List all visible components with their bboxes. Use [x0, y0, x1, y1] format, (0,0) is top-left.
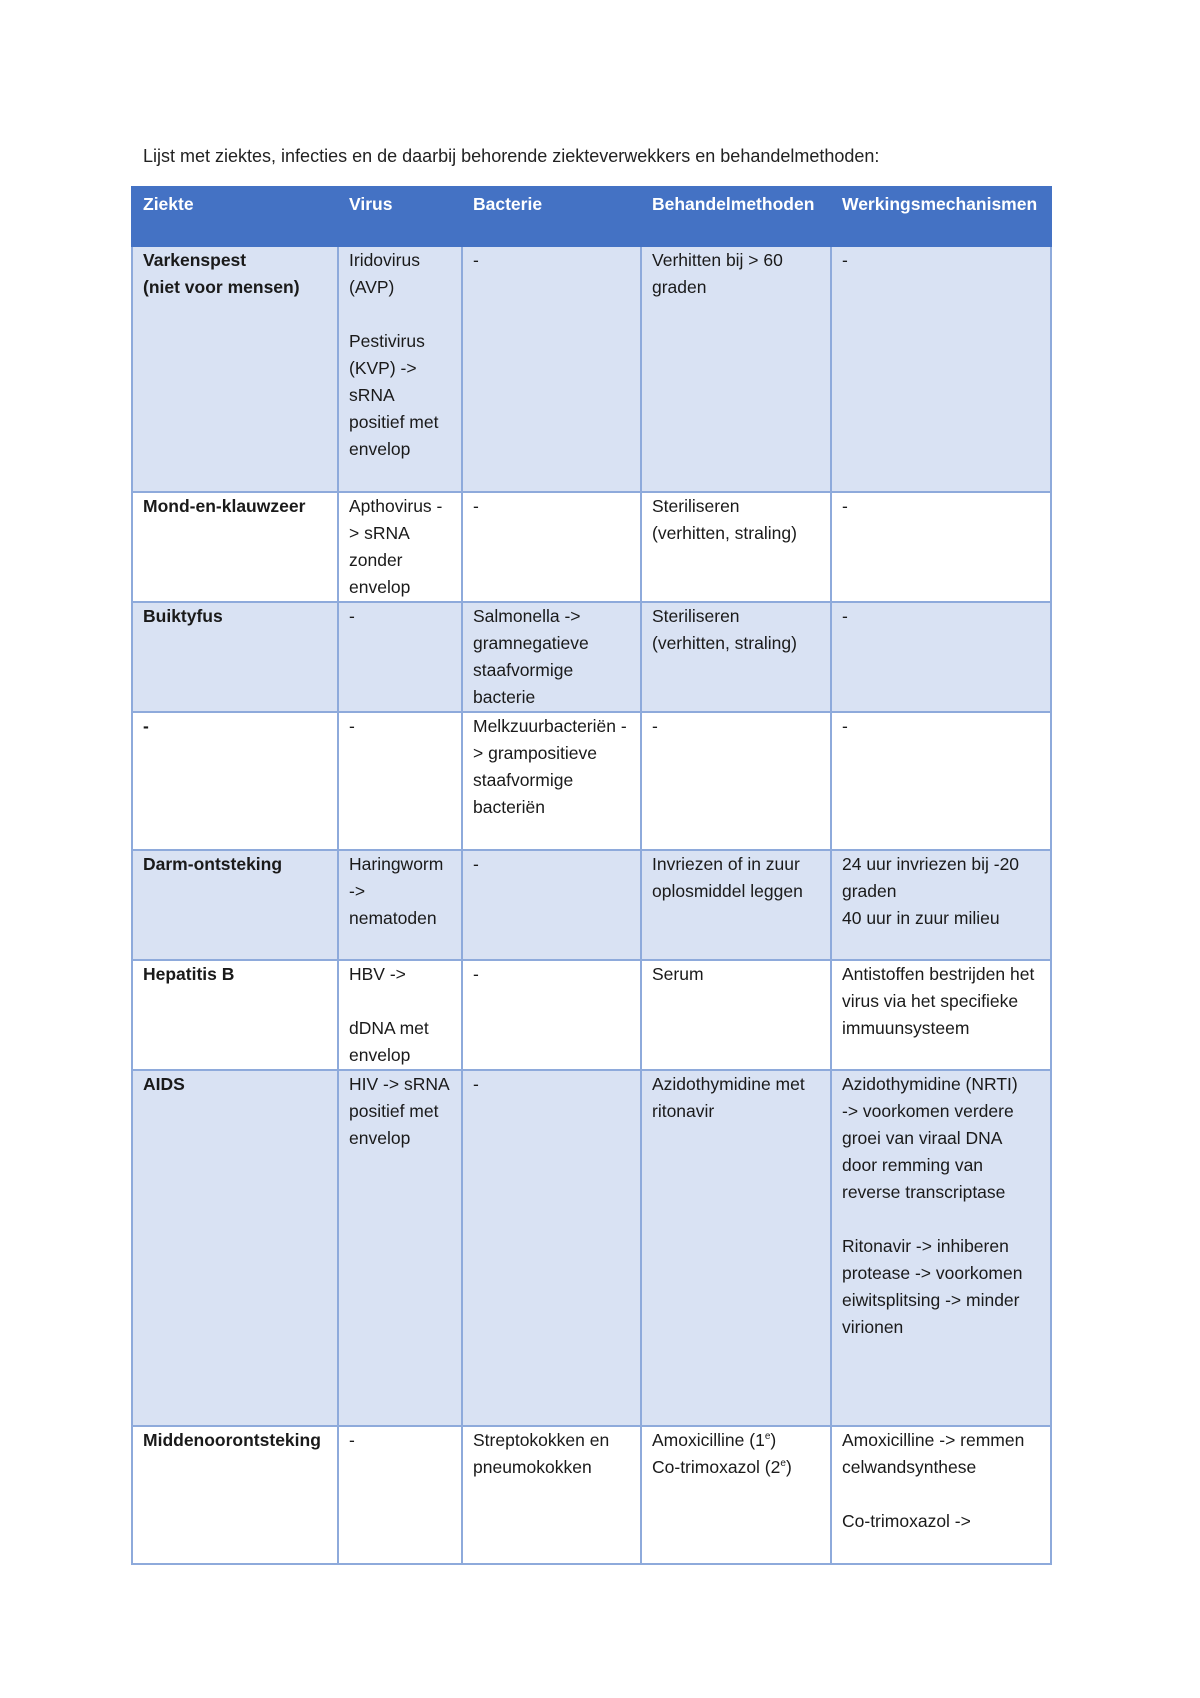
mechanism-text: Co-trimoxazol -> — [842, 1511, 971, 1531]
cell-mechanism: - — [831, 246, 1051, 492]
cell-bacteria: Streptokokken en pneumokokken — [462, 1426, 641, 1564]
cell-virus: - — [338, 602, 462, 712]
disease-note: (niet voor mensen) — [143, 277, 300, 297]
cell-bacteria: - — [462, 960, 641, 1070]
virus-text: Pestivirus (KVP) -> sRNA positief met envelop — [349, 331, 444, 459]
cell-treatment: Azidothymidine met ritonavir — [641, 1070, 831, 1426]
cell-treatment: - — [641, 712, 831, 850]
table-row — [132, 850, 1051, 960]
treatment-text: Amoxicilline (1e) — [652, 1430, 777, 1450]
cell-treatment — [641, 1426, 831, 1564]
disease-table — [131, 186, 1052, 1565]
cell-mechanism: - — [831, 492, 1051, 602]
cell-bacteria: - — [462, 1070, 641, 1426]
table-header-row — [132, 187, 1051, 246]
cell-bacteria: Salmonella -> gramnegatieve staafvormige bacterie — [462, 602, 641, 712]
table-row — [132, 1070, 1051, 1426]
cell-mechanism — [831, 1426, 1051, 1564]
header-virus: Virus — [338, 187, 462, 246]
cell-disease — [132, 246, 338, 492]
cell-disease: AIDS — [132, 1070, 338, 1426]
cell-disease: Middenoorontsteking — [132, 1426, 338, 1564]
table-row — [132, 1426, 1051, 1564]
virus-text: HBV -> — [349, 964, 406, 984]
table-row — [132, 712, 1051, 850]
cell-bacteria: - — [462, 850, 641, 960]
header-bacterie: Bacterie — [462, 187, 641, 246]
cell-disease: - — [132, 712, 338, 850]
table-row — [132, 246, 1051, 492]
cell-virus — [338, 960, 462, 1070]
disease-name: Varkenspest — [143, 250, 247, 270]
table-row — [132, 492, 1051, 602]
cell-treatment: Steriliseren (verhitten, straling) — [641, 492, 831, 602]
cell-bacteria: - — [462, 492, 641, 602]
cell-virus: Haringworm -> nematoden — [338, 850, 462, 960]
cell-mechanism — [831, 1070, 1051, 1426]
header-ziekte: Ziekte — [132, 187, 338, 246]
cell-mechanism: Antistoffen bestrijden het virus via het specifieke immuunsysteem — [831, 960, 1051, 1070]
cell-treatment: Invriezen of in zuur oplosmiddel leggen — [641, 850, 831, 960]
cell-virus: - — [338, 712, 462, 850]
virus-text: Iridovirus (AVP) — [349, 250, 425, 297]
header-behandelmethoden: Behandelmethoden — [641, 187, 831, 246]
cell-treatment: Steriliseren (verhitten, straling) — [641, 602, 831, 712]
cell-disease: Mond-en-klauwzeer — [132, 492, 338, 602]
cell-mechanism: - — [831, 712, 1051, 850]
table-row — [132, 960, 1051, 1070]
cell-treatment: Verhitten bij > 60 graden — [641, 246, 831, 492]
mechanism-text: Azidothymidine (NRTI) — [842, 1074, 1018, 1094]
cell-virus: Apthovirus -> sRNA zonder envelop — [338, 492, 462, 602]
treatment-text: Co-trimoxazol (2e) — [652, 1457, 792, 1477]
mechanism-text: 40 uur in zuur milieu — [842, 908, 1000, 928]
header-werkingsmechanismen: Werkingsmechanismen — [831, 187, 1051, 246]
cell-virus: HIV -> sRNA positief met envelop — [338, 1070, 462, 1426]
mechanism-text: 24 uur invriezen bij -20 graden — [842, 854, 1024, 901]
cell-virus: - — [338, 1426, 462, 1564]
mechanism-text: Amoxicilline -> remmen celwandsynthese — [842, 1430, 1030, 1477]
cell-bacteria: Melkzuurbacteriën -> grampositieve staafvormige bacteriën — [462, 712, 641, 850]
cell-disease: Buiktyfus — [132, 602, 338, 712]
cell-mechanism: - — [831, 602, 1051, 712]
cell-virus — [338, 246, 462, 492]
cell-disease: Darm-ontsteking — [132, 850, 338, 960]
mechanism-text: Ritonavir -> inhiberen protease -> voorkomen eiwitsplitsing -> minder virionen — [842, 1236, 1028, 1337]
cell-mechanism — [831, 850, 1051, 960]
page-intro: Lijst met ziektes, infecties en de daarbij behorende ziekteverwekkers en behandelmethoden: — [143, 146, 880, 166]
mechanism-text: -> voorkomen verdere groei van viraal DNA door remming van reverse transcriptase — [842, 1101, 1019, 1202]
cell-treatment: Serum — [641, 960, 831, 1070]
virus-text: dDNA met envelop — [349, 1018, 434, 1065]
cell-bacteria: - — [462, 246, 641, 492]
table-row — [132, 602, 1051, 712]
cell-disease: Hepatitis B — [132, 960, 338, 1070]
